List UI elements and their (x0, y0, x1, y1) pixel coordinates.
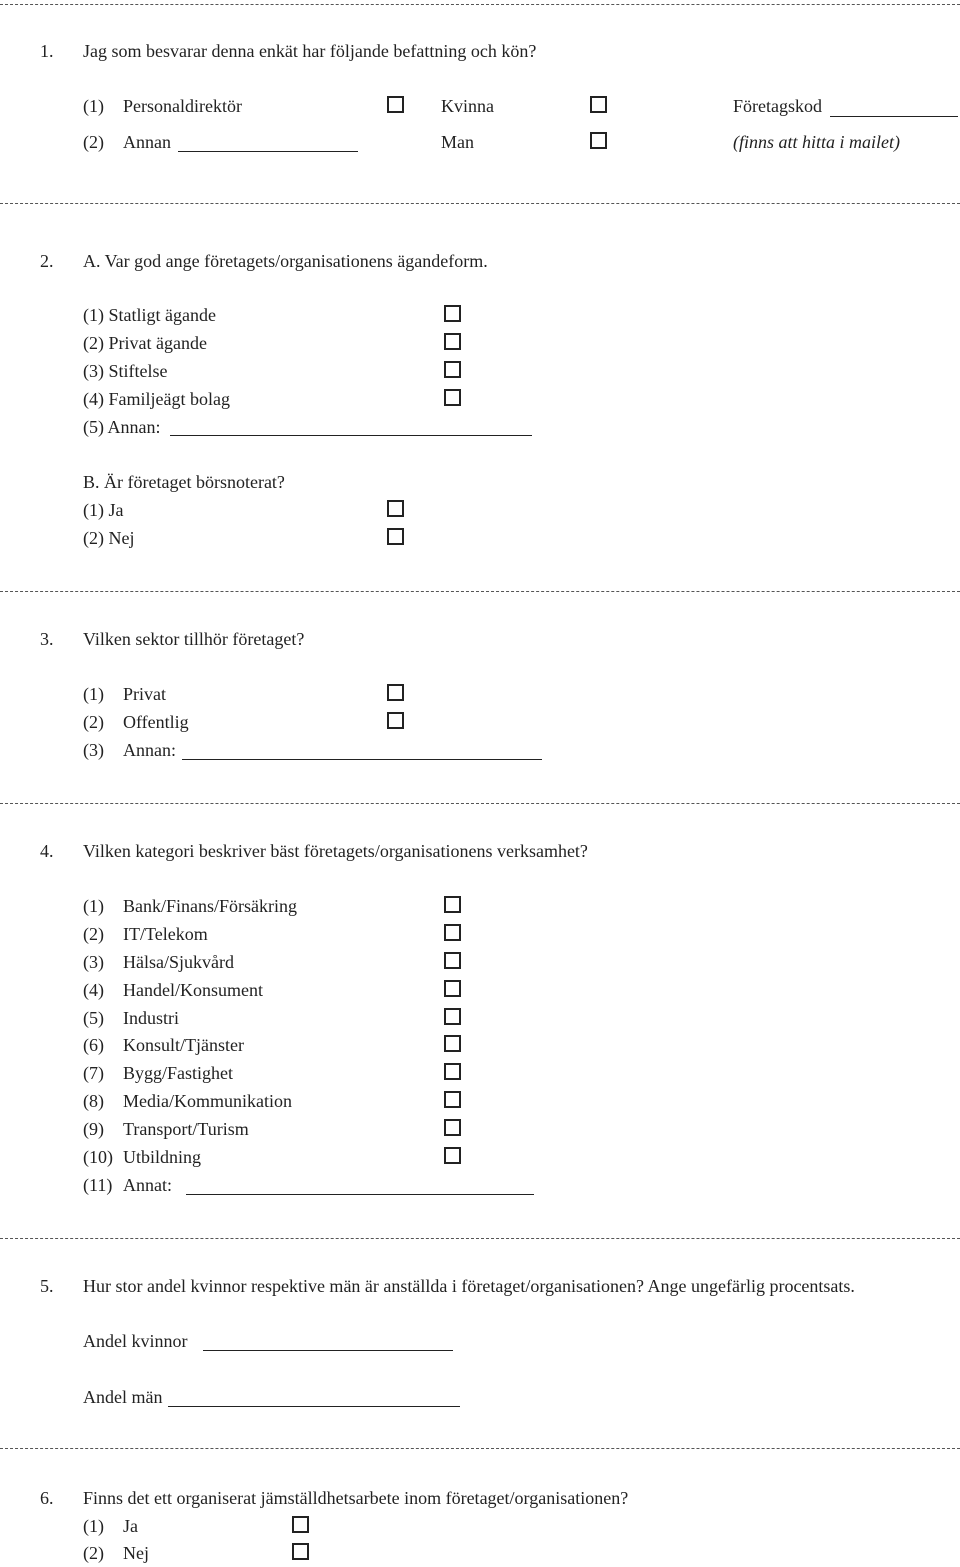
q2-option-checkbox[interactable] (444, 389, 461, 406)
q1-opt2-field[interactable] (178, 151, 358, 152)
q3-option-num: (3) (83, 740, 104, 760)
q1-opt1-checkbox[interactable] (387, 96, 404, 113)
q4-option-label: Utbildning (123, 1147, 202, 1167)
q5-women-field[interactable] (203, 1350, 453, 1351)
q1-company-code-field[interactable] (830, 116, 958, 117)
q1-female-checkbox[interactable] (590, 96, 607, 113)
q4-option-checkbox[interactable] (444, 1091, 461, 1108)
q2-option-checkbox[interactable] (444, 361, 461, 378)
q1-text: Jag som besvarar denna enkät har följande befattning och kön? (83, 41, 537, 61)
q1-company-code-label: Företagskod (733, 96, 822, 116)
q4-option-checkbox[interactable] (444, 1063, 461, 1080)
q4-option-num: (2) (83, 924, 104, 944)
q2b-option: (1) Ja (83, 500, 124, 520)
q5-men-label: Andel män (83, 1387, 163, 1407)
q3-option-checkbox[interactable] (387, 684, 404, 701)
q1-opt2-num: (2) (83, 132, 104, 152)
separator (0, 203, 960, 204)
q3-option-checkbox[interactable] (387, 712, 404, 729)
q4-option-checkbox[interactable] (444, 1147, 461, 1164)
q4-other-field[interactable] (186, 1194, 534, 1195)
q3-other-field[interactable] (182, 759, 542, 760)
q3-option-label: Privat (123, 684, 166, 704)
q4-option-num: (10) (83, 1147, 113, 1167)
q4-option-label: Transport/Turism (123, 1119, 249, 1139)
q1-male-label: Man (441, 132, 474, 152)
q6-option-num: (1) (83, 1516, 104, 1536)
q6-option-label: Nej (123, 1543, 149, 1563)
q3-option-num: (1) (83, 684, 104, 704)
q2-option-checkbox[interactable] (444, 305, 461, 322)
q2-text: A. Var god ange företagets/organisationens ägandeform. (83, 251, 488, 271)
q4-option-label: IT/Telekom (123, 924, 208, 944)
q1-code-hint: (finns att hitta i mailet) (733, 132, 900, 152)
q1-opt1-num: (1) (83, 96, 104, 116)
q2-option: (2) Privat ägande (83, 333, 207, 353)
separator (0, 591, 960, 592)
q4-option-label: Industri (123, 1008, 179, 1028)
q6-option-label: Ja (123, 1516, 138, 1536)
q1-male-checkbox[interactable] (590, 132, 607, 149)
q4-option-label: Konsult/Tjänster (123, 1035, 244, 1055)
q5-text: Hur stor andel kvinnor respektive män är anställda i företaget/organisationen? Ange ungefärlig procentsats. (83, 1276, 855, 1296)
q6-option-checkbox[interactable] (292, 1516, 309, 1533)
q6-option-num: (2) (83, 1543, 104, 1563)
q4-option-label: Hälsa/Sjukvård (123, 952, 234, 972)
q4-option-num: (4) (83, 980, 104, 1000)
q2-option: (4) Familjeägt bolag (83, 389, 230, 409)
q2b-option-checkbox[interactable] (387, 500, 404, 517)
separator (0, 4, 960, 5)
q4-text: Vilken kategori beskriver bäst företagets/organisationens verksamhet? (83, 841, 588, 861)
q4-option-label: Annat: (123, 1175, 172, 1195)
q4-option-num: (11) (83, 1175, 113, 1195)
q6-text: Finns det ett organiserat jämställdhetsarbete inom företaget/organisationen? (83, 1488, 629, 1508)
q4-option-label: Bank/Finans/Försäkring (123, 896, 297, 916)
q4-option-num: (1) (83, 896, 104, 916)
q4-option-checkbox[interactable] (444, 1035, 461, 1052)
q4-option-label: Bygg/Fastighet (123, 1063, 234, 1083)
q4-option-label: Handel/Konsument (123, 980, 263, 1000)
q4-option-label: Media/Kommunikation (123, 1091, 292, 1111)
q5-men-field[interactable] (168, 1406, 460, 1407)
q3-option-label: Annan: (123, 740, 176, 760)
q4-option-num: (3) (83, 952, 104, 972)
q3-number: 3. (40, 629, 54, 649)
q2b-option-checkbox[interactable] (387, 528, 404, 545)
separator (0, 803, 960, 804)
separator (0, 1238, 960, 1239)
q2-number: 2. (40, 251, 54, 271)
q5-number: 5. (40, 1276, 54, 1296)
q2-option-checkbox[interactable] (444, 333, 461, 350)
q1-female-label: Kvinna (441, 96, 494, 116)
q2-other-field[interactable] (170, 435, 532, 436)
q4-option-checkbox[interactable] (444, 896, 461, 913)
q4-option-checkbox[interactable] (444, 924, 461, 941)
q4-option-checkbox[interactable] (444, 980, 461, 997)
q2b-text: B. Är företaget börsnoterat? (83, 472, 285, 492)
q3-option-num: (2) (83, 712, 104, 732)
q6-number: 6. (40, 1488, 54, 1508)
q2-option: (3) Stiftelse (83, 361, 168, 381)
q4-number: 4. (40, 841, 54, 861)
q2b-option: (2) Nej (83, 528, 135, 548)
q3-text: Vilken sektor tillhör företaget? (83, 629, 305, 649)
q2-option: (5) Annan: (83, 417, 161, 437)
q4-option-checkbox[interactable] (444, 1119, 461, 1136)
q6-option-checkbox[interactable] (292, 1543, 309, 1560)
q1-opt1-label: Personaldirektör (123, 96, 242, 116)
q2-option: (1) Statligt ägande (83, 305, 216, 325)
q4-option-num: (8) (83, 1091, 104, 1111)
q4-option-num: (5) (83, 1008, 104, 1028)
q4-option-num: (6) (83, 1035, 104, 1055)
q3-option-label: Offentlig (123, 712, 189, 732)
q5-women-label: Andel kvinnor (83, 1331, 188, 1351)
separator (0, 1448, 960, 1449)
q1-opt2-label: Annan (123, 132, 171, 152)
q4-option-num: (7) (83, 1063, 104, 1083)
q4-option-checkbox[interactable] (444, 1008, 461, 1025)
q1-number: 1. (40, 41, 54, 61)
q4-option-num: (9) (83, 1119, 104, 1139)
q4-option-checkbox[interactable] (444, 952, 461, 969)
